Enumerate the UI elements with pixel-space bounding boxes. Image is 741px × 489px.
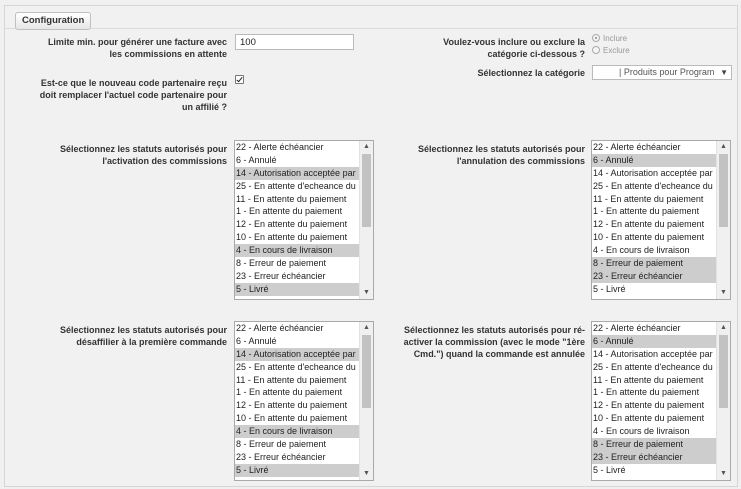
scrollbar-thumb[interactable] (719, 335, 728, 408)
unaffiliate-statuses-label: Sélectionnez les statuts autorisés pour désaffilier à la première commande (59, 325, 227, 347)
list-option[interactable]: 5 - Livré (235, 283, 359, 296)
scrollbar-thumb[interactable] (362, 154, 371, 227)
list-option[interactable]: 22 - Alerte échéancier (593, 323, 681, 333)
list-option[interactable]: 12 - En attente du paiement (593, 219, 705, 230)
list-option[interactable]: 1 - En attente du paiement (593, 206, 700, 217)
list-option[interactable]: 6 - Annulé (236, 335, 277, 346)
list-option[interactable]: 14 - Autorisation acceptée par (593, 348, 713, 359)
list-option[interactable]: 5 - Livré (235, 464, 359, 477)
list-option[interactable]: 10 - En attente du paiement (593, 232, 705, 243)
list-option[interactable]: 10 - En attente du paiement (236, 232, 348, 243)
scrollbar[interactable] (716, 141, 730, 299)
list-option[interactable]: 22 - Alerte échéancier (236, 323, 324, 333)
cancellation-statuses-label: Sélectionnez les statuts autorisés pour l'annulation des commissions (417, 144, 585, 166)
list-option[interactable]: 8 - Erreur de paiement (236, 258, 327, 269)
scroll-up-icon[interactable]: ▲ (720, 143, 727, 150)
list-option[interactable]: 4 - En cours de livraison (235, 425, 359, 438)
scroll-down-icon[interactable]: ▼ (363, 289, 370, 296)
list-option[interactable]: 14 - Autorisation acceptée par (235, 348, 359, 361)
unaffiliate-statuses-list[interactable] (234, 321, 374, 481)
scrollbar[interactable] (359, 322, 373, 480)
activation-statuses-label: Sélectionnez les statuts autorisés pour l'activation des commissions (59, 144, 227, 166)
list-option[interactable]: 25 - En attente d'echeance du (236, 180, 356, 191)
list-option[interactable]: 6 - Annulé (236, 154, 277, 165)
list-option[interactable]: 12 - En attente du paiement (593, 400, 705, 411)
list-option[interactable]: 10 - En attente du paiement (236, 413, 348, 424)
scroll-up-icon[interactable]: ▲ (363, 324, 370, 331)
list-option[interactable]: 1 - En attente du paiement (236, 206, 343, 217)
min-invoice-label: Limite min. pour générer une facture avec les commissions en attente (47, 37, 227, 59)
scrollbar[interactable] (716, 322, 730, 480)
list-items (592, 322, 716, 480)
reactivate-statuses-label: Sélectionnez les statuts autorisés pour ré-activer la commission (avec le mode "1ère Cmd.") quand la commande est annulée (403, 325, 585, 359)
list-option[interactable]: 25 - En attente d'echeance du (593, 180, 713, 191)
list-option[interactable]: 5 - Livré (593, 464, 626, 475)
scrollbar-thumb[interactable] (719, 154, 728, 227)
configuration-panel (4, 5, 738, 487)
list-option[interactable]: 4 - En cours de livraison (593, 245, 690, 256)
list-option[interactable]: 4 - En cours de livraison (593, 426, 690, 437)
scrollbar[interactable] (359, 141, 373, 299)
list-option[interactable]: 23 - Erreur échéancier (592, 451, 716, 464)
legend-divider (5, 28, 737, 29)
list-option[interactable]: 1 - En attente du paiement (593, 387, 700, 398)
list-option[interactable]: 12 - En attente du paiement (236, 400, 348, 411)
reactivate-statuses-list[interactable] (591, 321, 731, 481)
exclude-radio-label: Exclure (603, 46, 630, 55)
scroll-down-icon[interactable]: ▼ (363, 470, 370, 477)
list-option[interactable]: 14 - Autorisation acceptée par (593, 167, 713, 178)
cancellation-statuses-list[interactable] (591, 140, 731, 300)
exclude-radio[interactable] (592, 46, 600, 54)
list-option[interactable]: 11 - En attente du paiement (236, 374, 347, 385)
list-option[interactable]: 25 - En attente d'echeance du (593, 361, 713, 372)
list-option[interactable]: 11 - En attente du paiement (593, 374, 704, 385)
list-option[interactable]: 23 - Erreur échéancier (592, 270, 716, 283)
list-option[interactable]: 11 - En attente du paiement (236, 193, 347, 204)
include-radio-label: Inclure (603, 34, 628, 43)
configuration-legend: Configuration (15, 12, 91, 30)
category-select-value: | Produits pour Program (619, 67, 715, 77)
scroll-down-icon[interactable]: ▼ (720, 470, 727, 477)
category-label: Sélectionnez la catégorie (477, 68, 585, 78)
list-option[interactable]: 10 - En attente du paiement (593, 413, 705, 424)
list-option[interactable]: 1 - En attente du paiement (236, 387, 343, 398)
min-invoice-input[interactable] (235, 34, 354, 50)
list-option[interactable]: 14 - Autorisation acceptée par (235, 167, 359, 180)
list-option[interactable]: 6 - Annulé (592, 335, 716, 348)
list-option[interactable]: 22 - Alerte échéancier (593, 142, 681, 152)
replace-code-checkbox[interactable] (235, 75, 244, 84)
list-option[interactable]: 8 - Erreur de paiement (592, 438, 716, 451)
list-option[interactable]: 23 - Erreur échéancier (236, 451, 326, 462)
list-option[interactable]: 8 - Erreur de paiement (592, 257, 716, 270)
include-exclude-label: Voulez-vous inclure ou exclure la catégorie ci-dessous ? (443, 37, 585, 59)
category-select[interactable] (592, 65, 732, 80)
scrollbar-thumb[interactable] (362, 335, 371, 408)
replace-code-label: Est-ce que le nouveau code partenaire reçu doit remplacer l'actuel code partenaire pour un affilié ? (39, 78, 227, 112)
list-option[interactable]: 4 - En cours de livraison (235, 244, 359, 257)
scroll-down-icon[interactable]: ▼ (720, 289, 727, 296)
list-option[interactable]: 6 - Annulé (592, 154, 716, 167)
include-radio[interactable] (592, 34, 600, 42)
scroll-up-icon[interactable]: ▲ (720, 324, 727, 331)
list-option[interactable]: 25 - En attente d'echeance du (236, 361, 356, 372)
list-items (235, 322, 359, 480)
list-option[interactable]: 23 - Erreur échéancier (236, 270, 326, 281)
list-option[interactable]: 5 - Livré (593, 283, 626, 294)
include-radio-row[interactable] (592, 33, 627, 44)
list-items (592, 141, 716, 299)
list-option[interactable]: 8 - Erreur de paiement (236, 439, 327, 450)
activation-statuses-list[interactable] (234, 140, 374, 300)
list-option[interactable]: 12 - En attente du paiement (236, 219, 348, 230)
list-items (235, 141, 359, 299)
list-option[interactable]: 22 - Alerte échéancier (236, 142, 324, 152)
scroll-up-icon[interactable]: ▲ (363, 143, 370, 150)
exclude-radio-row[interactable] (592, 45, 630, 56)
list-option[interactable]: 11 - En attente du paiement (593, 193, 704, 204)
chevron-down-icon: ▼ (720, 68, 728, 77)
